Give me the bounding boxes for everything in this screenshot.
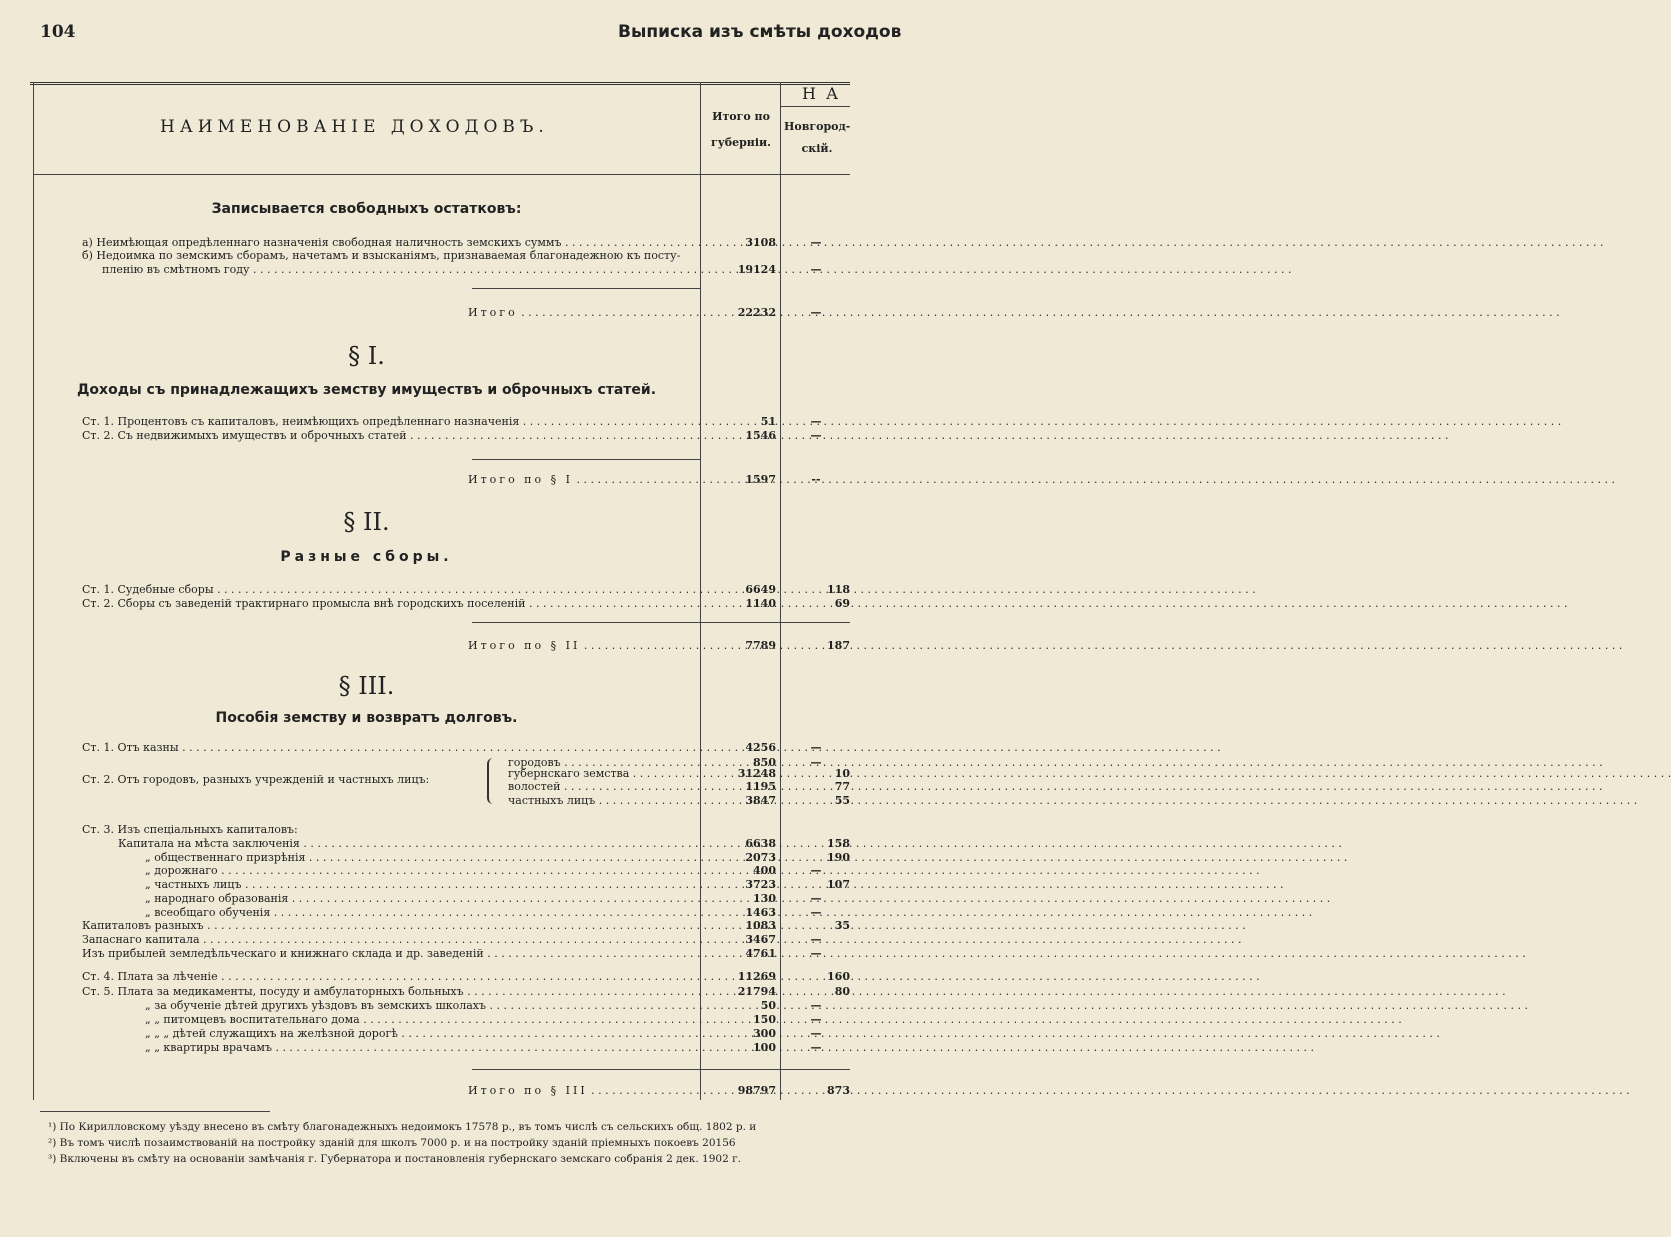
row-itogo: 3467 [745,933,776,946]
row-label: б) Недоимка по земскимъ сборамъ, начетамъ и взысканіямъ, признаваемая благонадежною къ посту- [82,249,681,262]
row-novgorod: 10 [834,767,850,780]
row-label: Ст. 1. Отъ казны . . . [82,741,694,755]
row-label: Ст. 1. Процентовъ съ капиталовъ, неимѣющихъ опредѣленнаго назначенія . . . [82,415,694,429]
row-itogo: 150 [753,1013,776,1026]
row-label: волостей . . . [508,780,694,794]
row-novgorod: — [810,741,822,754]
row-label: „ „ питомцевъ воспитательнаго дома . . . [145,1013,694,1027]
row-novgorod: — [810,892,822,905]
total-novgorod: 873 [827,1084,850,1097]
header-divider [33,174,850,175]
total-novgorod: — [810,306,822,319]
subtotal-rule [472,288,700,289]
row-label: губернскаго земства . . . [508,767,694,781]
row-itogo: 6638 [745,837,776,850]
row-novgorod: — [810,415,822,428]
row-label: Ст. 4. Плата за лѣченіе . . . [82,970,694,984]
total-label: Итого . . . [468,306,694,320]
row-itogo: 1195 [745,780,776,793]
subtotal-rule [472,1069,850,1070]
row-novgorod: — [810,1041,822,1054]
row-novgorod: 158 [827,837,850,850]
row-itogo: 31248 [737,767,776,780]
row-novgorod: — [810,906,822,919]
total-itogo: 7789 [745,639,776,652]
total-label: Итого по § II . . . [468,639,694,653]
row-novgorod: 107 [827,878,850,891]
table-left-border [33,82,34,1100]
row-label: Ст. 2. Отъ городовъ, разныхъ учрежденій и частныхъ лицъ: [82,773,430,786]
footnote: ¹) По Кирилловскому уѣзду внесено въ смѣту благонадежныхъ недоимокъ 17578 р., въ томъ числѣ съ сельскихъ общ. 1802 р. и [48,1121,757,1133]
paragraph-number: § II. [343,508,390,536]
row-itogo: 1546 [745,429,776,442]
row-novgorod: — [810,236,822,249]
row-label: Ст. 2. Съ недвижимыхъ имуществъ и оброчныхъ статей . . . [82,429,694,443]
section-title: Разные сборы. [280,549,453,565]
footnote-rule [40,1111,270,1112]
brace [487,758,499,804]
row-novgorod: — [810,947,822,960]
row-itogo: 400 [753,864,776,877]
row-label: городовъ . . . [508,756,694,770]
row-novgorod: 118 [827,583,850,596]
row-itogo: 50 [760,999,776,1012]
row-itogo: 4761 [745,947,776,960]
row-label: „ „ квартиры врачамъ . . . [145,1041,694,1055]
row-itogo: 300 [753,1027,776,1040]
row-itogo: 1140 [745,597,776,610]
row-novgorod: 35 [834,919,850,932]
row-label: „ общественнаго призрѣнія . . . [145,851,694,865]
total-novgorod: -- [811,473,821,486]
row-label: Ст. 1. Судебные сборы . . . [82,583,694,597]
row-itogo: 1463 [745,906,776,919]
page-number: 104 [40,22,76,42]
total-novgorod: 187 [827,639,850,652]
row-itogo: 100 [753,1041,776,1054]
row-novgorod: — [810,263,822,276]
total-itogo: 22232 [737,306,776,319]
row-itogo: 4256 [745,741,776,754]
row-novgorod: — [810,1013,822,1026]
row-label: Капиталовъ разныхъ . . . [82,919,694,933]
row-label: а) Неимѣющая опредѣленнаго назначенія свободная наличность земскихъ суммъ . . . [82,236,694,250]
row-label: Ст. 2. Сборы съ заведеній трактирнаго промысла внѣ городскихъ поселеній . . . [82,597,694,611]
row-label: Ст. 3. Изъ спеціальныхъ капиталовъ: [82,823,298,836]
running-head: Выписка изъ смѣты доходов [618,22,902,42]
section-title: Доходы съ принадлежащихъ земству имуществъ и оброчныхъ статей. [76,382,657,398]
paragraph-number: § III. [338,672,395,700]
footnote: ³) Включены въ смѣту на основаніи замѣчанія г. Губернатора и постановленія губернскаго земскаго собранія 2 дек. 1902 г. [48,1153,741,1165]
row-label: Ст. 5. Плата за медикаменты, посуду и амбулаторныхъ больныхъ . . . [82,985,694,999]
subtotal-rule [472,622,850,623]
row-label: Капитала на мѣста заключенія . . . [118,837,694,851]
row-label: „ за обученіе дѣтей другихъ уѣздовъ въ земскихъ школахъ . . . [145,999,694,1013]
row-itogo: 3723 [745,878,776,891]
row-itogo: 6649 [745,583,776,596]
row-novgorod: 160 [827,970,850,983]
total-label: Итого по § III . . . [468,1084,694,1098]
row-itogo: 3847 [745,794,776,807]
total-label: Итого по § I . . . [468,473,694,487]
row-novgorod: — [810,933,822,946]
row-novgorod: — [810,999,822,1012]
header-novgorod: Новгород-скій. [784,120,851,155]
row-novgorod: — [810,1027,822,1040]
paragraph-number: § I. [348,342,385,370]
section-free-title: Записывается свободныхъ остатковъ: [211,201,522,217]
row-itogo: 2073 [745,851,776,864]
row-itogo: 11269 [737,970,776,983]
row-novgorod: — [810,864,822,877]
row-itogo: 3108 [745,236,776,249]
row-label: Запаснаго капитала . . . [82,933,694,947]
row-label: частныхъ лицъ . . . [508,794,694,808]
na-header-divider [780,106,850,107]
row-label: Изъ прибылей земледѣльческаго и книжнаго склада и др. заведеній . . . [82,947,694,961]
row-novgorod: 77 [834,780,850,793]
row-label: „ всеобщаго обученія . . . [145,906,694,920]
row-itogo: 130 [753,892,776,905]
section-title: Пособія земству и возвратъ долговъ. [215,710,518,726]
header-title: НАИМЕНОВАНІЕ ДОХОДОВЪ. [160,117,549,137]
total-itogo: 1597 [745,473,776,486]
row-label: „ народнаго образованія . . . [145,892,694,906]
header-itogo: Итого по губерніи. [710,110,772,149]
row-novgorod: — [810,429,822,442]
row-label: „ дорожнаго . . . [145,864,694,878]
row-novgorod: 190 [827,851,850,864]
header-na: НА [802,84,849,103]
row-itogo: 1083 [745,919,776,932]
row-novgorod: 69 [834,597,850,610]
row-itogo: 19124 [737,263,776,276]
row-itogo: 51 [760,415,776,428]
row-itogo: 850 [753,756,776,769]
row-label: „ „ „ дѣтей служащихъ на желѣзной дорогѣ . . . [145,1027,694,1041]
row-itogo: 21794 [737,985,776,998]
total-itogo: 98797 [737,1084,776,1097]
row-novgorod: — [810,756,822,769]
subtotal-rule [472,459,700,460]
row-novgorod: 55 [834,794,850,807]
row-label: „ частныхъ лицъ . . . [145,878,694,892]
footnote: ²) Въ томъ числѣ позаимствованій на постройку зданій для школъ 7000 р. и на постройку зданій пріемныхъ покоевъ 20156 [48,1137,736,1149]
row-label: пленію въ смѣтномъ году . . . [102,263,694,277]
row-novgorod: 80 [834,985,850,998]
